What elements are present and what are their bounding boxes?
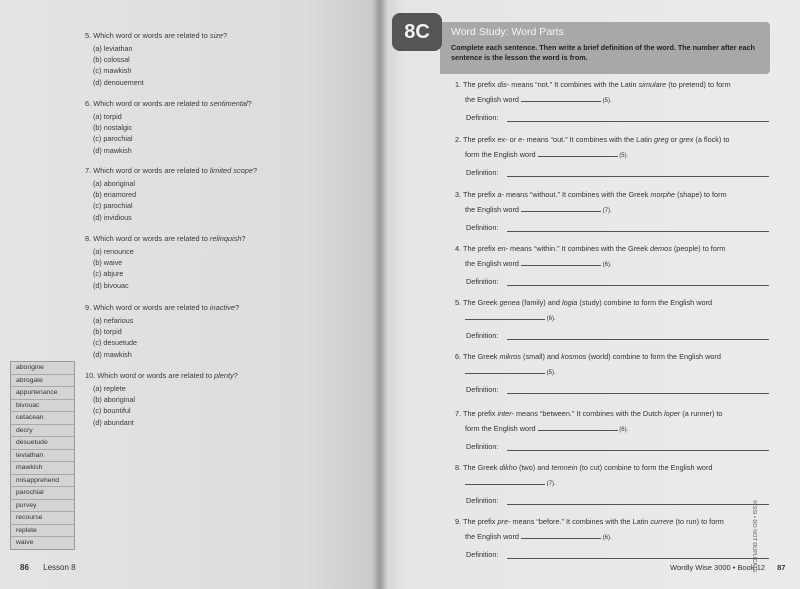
definition-label: Definition:	[466, 168, 499, 177]
exercise-6-answer-line	[465, 366, 785, 378]
word-box-item: abrogate	[11, 375, 74, 388]
answer-blank[interactable]	[521, 94, 601, 102]
word-box-item: misapprehend	[11, 475, 74, 488]
exercise-7-prompt: 7. The prefix inter- means “between.” It combines with the Dutch loper (a runner) to	[455, 409, 723, 418]
answer-option[interactable]: (b) enamored	[93, 190, 137, 200]
answer-option[interactable]: (d) mawkish	[93, 349, 132, 359]
answer-option[interactable]: (c) parochial	[93, 134, 133, 144]
stem-keyword: plenty	[213, 371, 234, 380]
answer-option[interactable]: (d) bivouac	[93, 280, 129, 290]
definition-input-line[interactable]	[507, 176, 769, 177]
stem-punct: ?	[241, 234, 246, 243]
section-badge: 8C	[392, 13, 442, 51]
word-box-item: cetacean	[11, 412, 74, 425]
stem-keyword: relinquish	[209, 234, 242, 243]
stem-text: 9. Which word or words are related to	[85, 303, 210, 312]
exercise-1-answer-line	[465, 94, 785, 106]
lesson-number: (5).	[600, 98, 612, 104]
exercise-3-prompt: 3. The prefix a- means “without.” It combines with the Greek morphe (shape) to form	[455, 190, 727, 199]
definition-input-line[interactable]	[507, 504, 769, 505]
stem-text: 5. Which word or words are related to	[85, 31, 210, 40]
answer-blank[interactable]	[465, 312, 545, 320]
definition-input-line[interactable]	[507, 558, 769, 559]
section-instructions: Complete each sentence. Then write a brief definition of the word. The number after each sentence is the lesson the word is from.	[451, 43, 755, 62]
exercise-7-answer-line	[465, 423, 785, 435]
question-stem	[85, 165, 335, 176]
answer-prefix: form the English word	[465, 150, 538, 159]
word-box-item: leviathan	[11, 450, 74, 463]
lesson-label: Lesson 8	[43, 563, 76, 572]
answer-option[interactable]: (a) replete	[93, 384, 126, 393]
lesson-number: (6).	[545, 316, 556, 322]
stem-punct: ?	[233, 371, 238, 380]
stem-keyword: size	[209, 31, 224, 40]
answer-option[interactable]: (a) nefarious	[93, 316, 134, 325]
exercise-2-prompt: 2. The prefix ex- or e- means “out.” It combines with the Latin greg or grex (a flock) to	[455, 135, 730, 144]
word-box-item: parochial	[11, 487, 74, 500]
question-stem	[85, 98, 335, 109]
lesson-number: (5).	[545, 370, 556, 376]
answer-option[interactable]: (b) waive	[93, 258, 123, 268]
definition-label: Definition:	[466, 331, 499, 340]
answer-blank[interactable]	[465, 477, 545, 485]
answer-blank[interactable]	[521, 531, 601, 539]
word-box-item: appurtenance	[11, 387, 74, 400]
stem-punct: ?	[253, 166, 258, 175]
answer-option[interactable]: (a) torpid	[93, 112, 122, 121]
answer-blank[interactable]	[465, 366, 545, 374]
exercise-8-prompt: 8. The Greek dikho (two) and temnein (to cut) combine to form the English word	[455, 463, 713, 472]
stem-punct: ?	[247, 99, 252, 108]
lesson-number: (7).	[545, 481, 556, 487]
answer-option[interactable]: (c) desuetude	[93, 338, 137, 348]
answer-blank[interactable]	[521, 258, 601, 266]
question-stem	[85, 302, 335, 313]
answer-option[interactable]: (d) invidious	[93, 212, 132, 222]
exercise-1-prompt: 1. The prefix dis- means “not.” It combines with the Latin simulare (to pretend) to form	[455, 80, 731, 89]
answer-option[interactable]: (b) torpid	[93, 327, 122, 337]
answer-option[interactable]: (a) aboriginal	[93, 179, 135, 188]
definition-input-line[interactable]	[507, 450, 769, 451]
book-title: Wordly Wise 3000 • Book 12	[670, 563, 766, 572]
definition-input-line[interactable]	[507, 285, 769, 286]
answer-option[interactable]: (d) abundant	[93, 417, 134, 427]
answer-option[interactable]: (c) parochial	[93, 201, 133, 211]
answer-prefix: the English word	[465, 95, 521, 104]
exercise-9-prompt: 9. The prefix pre- means “before.” It combines with the Latin currere (to run) to form	[455, 517, 724, 526]
stem-text: 7. Which word or words are related to	[85, 166, 210, 175]
answer-blank[interactable]	[538, 149, 618, 157]
definition-input-line[interactable]	[507, 393, 769, 394]
answer-option[interactable]: (b) aboriginal	[93, 395, 135, 405]
answer-prefix: the English word	[465, 205, 521, 214]
question-7	[85, 165, 335, 223]
answer-prefix: the English word	[465, 259, 521, 268]
question-8	[85, 233, 335, 291]
stem-keyword: inactive	[209, 303, 235, 312]
stem-punct: ?	[223, 31, 228, 40]
word-box-item: aborigine	[11, 362, 74, 375]
option-list	[93, 246, 335, 291]
stem-punct: ?	[234, 303, 240, 312]
question-5	[85, 30, 335, 88]
answer-option[interactable]: (a) leviathan	[93, 44, 133, 53]
exercise-2-answer-line	[465, 149, 785, 161]
section-title: Word Study: Word Parts	[451, 26, 564, 38]
answer-prefix: the English word	[465, 532, 521, 541]
definition-label: Definition:	[466, 442, 499, 451]
answer-option[interactable]: (d) mawkish	[93, 145, 132, 155]
stem-text: 10. Which word or words are related to	[85, 371, 214, 380]
definition-label: Definition:	[466, 223, 499, 232]
word-box-item: recourse	[11, 512, 74, 525]
answer-option[interactable]: (b) colossal	[93, 55, 130, 65]
definition-input-line[interactable]	[507, 231, 769, 232]
lesson-number: (6).	[617, 427, 629, 433]
stem-keyword: limited scope	[209, 166, 254, 175]
question-stem	[85, 30, 335, 41]
definition-label: Definition:	[466, 385, 499, 394]
question-6	[85, 98, 335, 156]
right-page-number: 87	[777, 563, 786, 572]
exercise-9-answer-line	[465, 531, 785, 543]
exercise-3-answer-line	[465, 204, 785, 216]
answer-blank[interactable]	[521, 204, 601, 212]
question-stem	[85, 233, 335, 244]
stem-text: 8. Which word or words are related to	[85, 234, 210, 243]
definition-input-line[interactable]	[507, 339, 769, 340]
option-list	[93, 43, 335, 88]
word-box-item: mawkish	[11, 462, 74, 475]
word-box-item: replete	[11, 525, 74, 538]
stem-text: 6. Which word or words are related to	[85, 99, 210, 108]
stem-keyword: sentimental	[209, 99, 248, 108]
option-list	[93, 383, 335, 428]
right-footer	[670, 563, 785, 572]
lesson-number: (7).	[600, 208, 612, 214]
exercise-8-answer-line	[465, 477, 785, 489]
exercise-5-prompt: 5. The Greek genea (family) and logia (study) combine to form the English word	[455, 298, 713, 307]
answer-option[interactable]: (a) renounce	[93, 247, 134, 256]
answer-option[interactable]: (c) mawkish	[93, 66, 132, 76]
answer-option[interactable]: (b) nostalgic	[93, 123, 133, 133]
left-footer	[20, 563, 76, 572]
word-box-item: desuetude	[11, 437, 74, 450]
exercise-5-answer-line	[465, 312, 785, 324]
lesson-number: (5).	[617, 153, 629, 159]
word-box-item: waive	[16, 539, 34, 546]
word-box-item: bivouac	[11, 400, 74, 413]
option-list	[93, 315, 335, 360]
answer-option[interactable]: (d) denouement	[93, 77, 144, 87]
definition-label: Definition:	[466, 550, 499, 559]
definition-label: Definition:	[466, 113, 499, 122]
option-list	[93, 111, 335, 156]
word-box	[10, 361, 75, 550]
question-9	[85, 302, 335, 360]
definition-label: Definition:	[466, 277, 499, 286]
definition-label: Definition:	[466, 496, 499, 505]
answer-prefix: form the English word	[465, 424, 538, 433]
copyright-note: © SSI • DO NOT DUPLICATE	[751, 500, 757, 573]
lesson-number: (6).	[600, 262, 612, 268]
word-box-item: decry	[11, 425, 74, 438]
lesson-number: (6).	[600, 535, 612, 541]
answer-blank[interactable]	[538, 423, 618, 431]
left-page-number: 86	[20, 563, 29, 572]
answer-option[interactable]: (c) bountiful	[93, 406, 131, 416]
exercise-4-prompt: 4. The prefix en- means “within.” It combines with the Greek demos (people) to form	[455, 244, 726, 253]
word-box-item: purvey	[11, 500, 74, 513]
definition-input-line[interactable]	[507, 121, 769, 122]
answer-option[interactable]: (c) abjure	[93, 269, 124, 279]
exercise-6-prompt: 6. The Greek mikros (small) and kosmos (world) combine to form the English word	[455, 352, 721, 361]
exercise-4-answer-line	[465, 258, 785, 270]
question-stem	[85, 370, 335, 381]
question-10	[85, 370, 335, 428]
option-list	[93, 178, 335, 223]
book-gutter	[372, 0, 388, 589]
